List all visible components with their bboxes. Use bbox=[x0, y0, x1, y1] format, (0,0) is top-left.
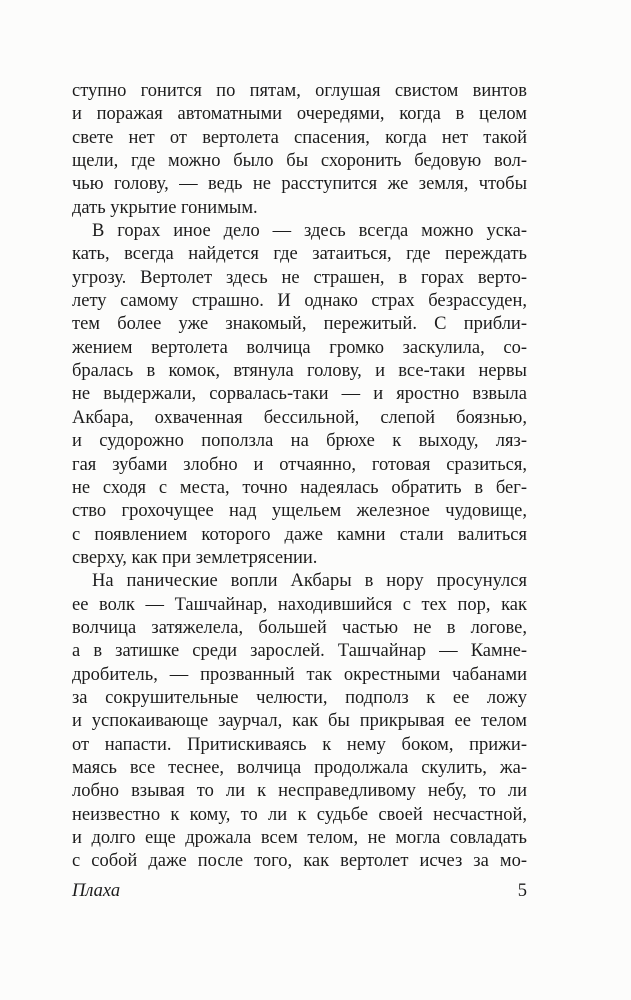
text-line: дробитель, — прозванный так окрестными чабанами bbox=[72, 664, 527, 685]
running-title: Плаха bbox=[72, 881, 121, 901]
text-line: за сокрушительные челюсти, подполз к ее ложу bbox=[72, 687, 527, 708]
text-line: маясь все теснее, волчица продолжала скулить, жа- bbox=[72, 757, 527, 778]
text-line: В горах иное дело — здесь всегда можно уска- bbox=[92, 221, 527, 242]
text-line: и судорожно поползла на брюхе к выходу, ляз- bbox=[72, 431, 527, 452]
text-line: На панические вопли Акбары в нору просунулся bbox=[92, 571, 527, 592]
text-line: тем более уже знакомый, пережитый. С прибли- bbox=[72, 314, 527, 335]
text-line: свете нет от вертолета спасения, когда нет такой bbox=[72, 127, 527, 148]
page-footer bbox=[72, 880, 527, 903]
text-line: бралась в комок, втянула голову, и все-таки нервы bbox=[72, 361, 527, 382]
text-line: Акбара, охваченная бессильной, слепой боязнью, bbox=[72, 407, 527, 428]
text-line: и поражая автоматными очередями, когда в целом bbox=[72, 104, 527, 125]
text-line: гая зубами злобно и отчаянно, готовая сразиться, bbox=[72, 454, 527, 475]
text-line: с появлением которого даже камни стали валиться bbox=[72, 524, 527, 545]
text-line: чью голову, — ведь не расступится же земля, чтобы bbox=[72, 174, 527, 195]
text-line: угрозу. Вертолет здесь не страшен, в горах верто- bbox=[72, 267, 527, 288]
text-line: не выдержали, сорвалась-таки — и яростно взвыла bbox=[72, 384, 527, 405]
page-number: 5 bbox=[517, 881, 527, 901]
text-line: кать, всегда найдется где затаиться, где переждать bbox=[72, 244, 527, 265]
text-line: жением вертолета волчица громко заскулила, со- bbox=[72, 337, 527, 358]
text-line: щели, где можно было бы схоронить бедовую вол- bbox=[72, 151, 527, 172]
text-line: и долго еще дрожала всем телом, не могла совладать bbox=[72, 828, 527, 848]
text-line: не сходя с места, точно надеялась обратить в бег- bbox=[72, 477, 527, 498]
text-line: сверху, как при землетрясении. bbox=[72, 547, 318, 568]
text-line: лобно взывая то ли к несправедливому небу, то ли bbox=[72, 781, 527, 802]
page-text bbox=[72, 80, 527, 874]
text-line: ство грохочущее над ущельем железное чудовище, bbox=[72, 501, 527, 522]
text-line: ее волк — Ташчайнар, находившийся с тех пор, как bbox=[72, 594, 527, 615]
text-line: с собой даже после того, как вертолет исчез за мо- bbox=[72, 851, 527, 872]
text-line: волчица затяжелела, большей частью не в логове, bbox=[72, 617, 527, 638]
text-line: неизвестно к кому, то ли к судьбе своей несчастной, bbox=[72, 804, 527, 825]
text-line: от напасти. Притискиваясь к нему боком, прижи- bbox=[72, 734, 527, 755]
text-line: и успокаивающе заурчал, как бы прикрывая ее телом bbox=[72, 711, 527, 732]
text-line: а в затишке среди зарослей. Ташчайнар — Камне- bbox=[72, 641, 527, 662]
text-line: лету самому страшно. И однако страх безрассуден, bbox=[72, 291, 527, 312]
text-line: ступно гонится по пятам, оглушая свистом винтов bbox=[72, 81, 527, 101]
text-line: дать укрытие гонимым. bbox=[72, 197, 258, 218]
